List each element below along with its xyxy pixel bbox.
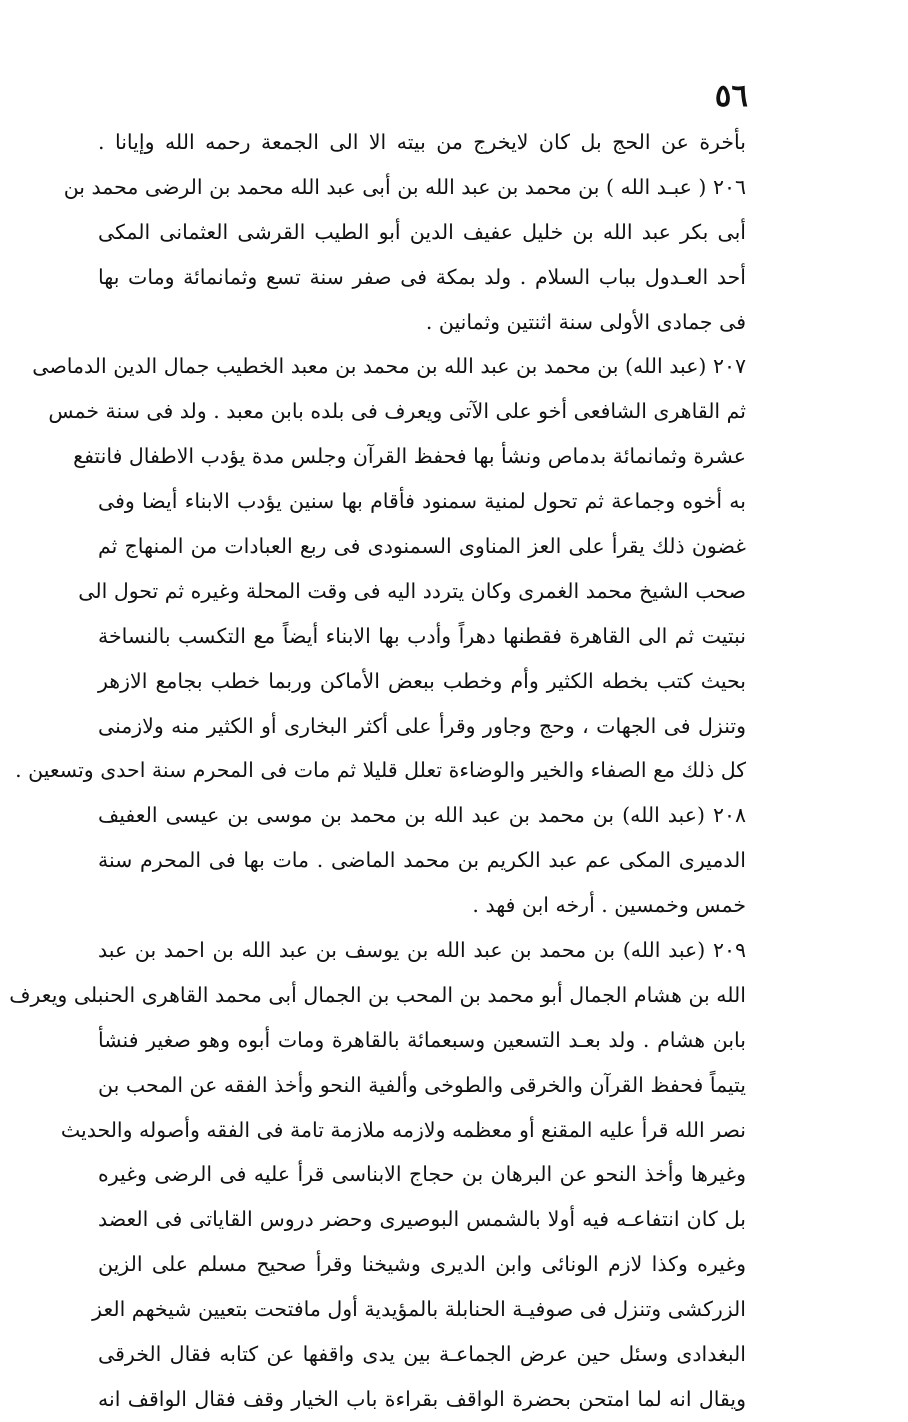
- text-line: الله بن هشام الجمال أبو محمد بن المحب بن الجمال أبى محمد القاهرى الحنبلى ويعرف: [9, 982, 746, 1007]
- text-line: وغيره وكذا لازم الونائى وابن الديرى وشيخنا وقرأ صحيح مسلم على الزين: [98, 1252, 746, 1277]
- text-line: البغدادى وسئل حين عرض الجماعـة بين يدى واقفها عن كتابه فقال الخرقى: [98, 1342, 746, 1367]
- text-line: بابن هشام . ولد بعـد التسعين وسبعمائة بالقاهرة ومات أبوه وهو صغير فنشأ: [98, 1027, 746, 1052]
- text-line: عشرة وثمانمائة بدماص ونشأ بها فحفظ القرآن وجلس مدة يؤدب الاطفال فانتفع: [73, 444, 746, 469]
- text-line: وغيرها وأخذ النحو عن البرهان بن حجاج الابناسى قرأ عليه فى الرضى وغيره: [98, 1162, 746, 1187]
- text-line: يتيماً فحفظ القرآن والخرقى والطوخى وألفية النحو وأخذ الفقه عن المحب بن: [98, 1072, 746, 1097]
- text-line: نصر الله قرأ عليه المقنع أو معظمه ولازمه ملازمة تامة فى الفقه وأصوله والحديث: [60, 1117, 746, 1142]
- text-line: أحد العـدول بباب السلام . ولد بمكة فى صفر سنة تسع وثمانمائة ومات بها: [98, 264, 746, 289]
- text-line: بل كان انتفاعـه فيه أولا بالشمس البوصيرى وحضر دروس القاياتى فى العضد: [98, 1207, 746, 1232]
- entry-206-line: ٢٠٦ ( عبـد الله ) بن محمد بن عبد الله بن أبى عبد الله محمد بن الرضى محمد بن: [63, 174, 746, 199]
- text-line: كل ذلك مع الصفاء والخير والوضاءة تعلل قليلا ثم مات فى المحرم سنة احدى وتسعين .: [15, 758, 746, 783]
- text-line: ويقال انه لما امتحن بحضرة الواقف بقراءة باب الخيار وقف فقال الواقف انه: [98, 1386, 746, 1411]
- text-line: أبى بكر عبد الله بن خليل عفيف الدين أبو الطيب القرشى العثمانى المكى: [98, 219, 746, 244]
- text-line: نبتيت ثم الى القاهرة فقطنها دهراً وأدب بها الابناء أيضاً مع التكسب بالنساخة: [98, 623, 746, 648]
- entry-209-line: ٢٠٩ (عبد الله) بن محمد بن عبد الله بن يوسف بن عبد الله بن احمد بن عبد: [98, 938, 746, 963]
- text-line: ثم القاهرى الشافعى أخو على الآتى ويعرف فى بلده بابن معبد . ولد فى سنة خمس: [48, 399, 746, 424]
- text-line: الزركشى وتنزل فى صوفيـة الحنابلة بالمؤيدية أول مافتحت بتعيين شيخهم العز: [92, 1297, 746, 1322]
- text-line: صحب الشيخ محمد الغمرى وكان يتردد اليه فى وقت المحلة وغيره ثم تحول الى: [78, 578, 746, 603]
- text-line: فى جمادى الأولى سنة اثنتين وثمانين .: [425, 309, 746, 334]
- page-number: ٥٦: [714, 78, 748, 114]
- entry-208-line: ٢٠٨ (عبد الله) بن محمد بن عبد الله بن محمد بن موسى بن عيسى العفيف: [98, 803, 746, 828]
- text-line: وتنزل فى الجهات ، وحج وجاور وقرأ على أكثر البخارى أو الكثير منه ولازمنى: [98, 713, 746, 738]
- text-line: بحيث كتب بخطه الكثير وأم وخطب ببعض الأماكن وربما خطب بجامع الازهر: [98, 668, 746, 693]
- text-line: غضون ذلك يقرأ على العز المناوى السمنودى فى ربع العبادات من المنهاج ثم: [98, 534, 746, 559]
- text-line: الدميرى المكى عم عبد الكريم بن محمد الماضى . مات بها فى المحرم سنة: [98, 848, 746, 873]
- text-line: بأخرة عن الحج بل كان لايخرج من بيته الا الى الجمعة رحمه الله وإيانا .: [98, 130, 746, 154]
- page-text: [9, 120, 746, 1422]
- text-line: به أخوه وجماعة ثم تحول لمنية سمنود فأقام بها سنين يؤدب الابناء أيضا وفى: [98, 489, 746, 514]
- text-line: خمس وخمسين . أرخه ابن فهد .: [472, 893, 746, 918]
- entry-207-line: ٢٠٧ (عبد الله) بن محمد بن عبد الله بن محمد بن معبد الخطيب جمال الدين الدماصى: [32, 354, 746, 379]
